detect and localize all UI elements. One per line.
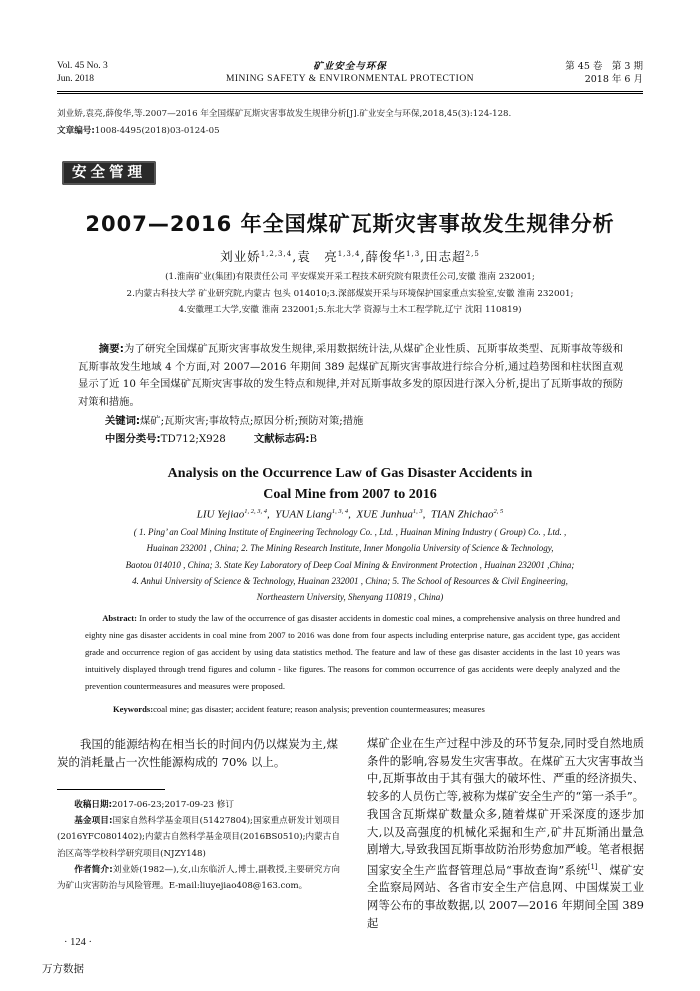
author-name-en: LIU Yejiao xyxy=(196,508,245,521)
author-affiliation: 2,5 xyxy=(465,249,480,258)
keywords-cn xyxy=(105,413,363,430)
keywords-en-text: coal mine; gas disaster; accident feature; reason analysis; prevention countermeasures; measures xyxy=(153,704,485,714)
body-text-right xyxy=(367,735,644,933)
footnote-received xyxy=(57,797,340,813)
keywords-cn-text: 煤矿;瓦斯灾害;事故特点;原因分析;预防对策;措施 xyxy=(140,415,364,427)
received-label: 收稿日期: xyxy=(74,800,112,810)
clc-label: 中图分类号: xyxy=(105,433,161,445)
author-affiliation: 1,3,4 xyxy=(337,249,361,258)
author-name-en: XUE Junhua xyxy=(356,508,413,521)
volume-issue-en: Vol. 45 No. 3 xyxy=(57,61,108,71)
footnote-rule xyxy=(57,789,165,790)
abstract-en-label: Abstract: xyxy=(102,613,138,623)
bio-label: 作者简介: xyxy=(74,864,113,875)
doc-code-value: B xyxy=(309,433,318,445)
abstract-cn-label: 摘要: xyxy=(98,343,124,355)
watermark-text: 万方数据 xyxy=(42,963,84,975)
abstract-cn xyxy=(78,341,623,411)
header-rule-thin xyxy=(57,93,643,94)
article-number xyxy=(57,123,647,140)
fund-value: 国家自然科学基金项目(51427804);国家重点研发计划项目(2016YFC0801402);内蒙古自然科学基金项目(2016BS0510);内蒙古自治区高等学校科学研究项目(NJZY148) xyxy=(57,816,341,859)
footnote-fund xyxy=(57,813,340,862)
body-text-left: 我国的能源结构在相当长的时间内仍以煤炭为主,煤炭的消耗量占一次性能源构成的 70% 以上。 xyxy=(57,737,338,769)
affiliation-en-line: 4. Anhui University of Science & Technology, Huainan 232001 , China; 5. The School of Resources & Civil Engineering, xyxy=(132,575,568,586)
abstract-cn-text: 为了研究全国煤矿瓦斯灾害事故发生规律,采用数据统计法,从煤矿企业性质、瓦斯事故类型、瓦斯事故等级和瓦斯事故发生地域 4 个方面,对 2007—2016 年期间 389 起煤矿瓦斯灾害事故进行综合分析,通过趋势图和柱状图直观显示了近 10 年全国煤矿瓦斯灾害事故的发生特点和规律,并对瓦斯事故多发的原因进行深入分析,提出了瓦斯事故的预防对策和措施。 xyxy=(78,343,623,408)
keywords-en xyxy=(113,704,485,714)
header-right xyxy=(565,60,643,86)
abstract-en-text: In order to study the law of the occurrence of gas disaster accidents in domestic coal mines, a comprehensive analysis on three hundred and eighty nine gas disaster accidents in coal mine from 2007 to 2016 was done from four aspects including enterprise nature, gas accident type, gas accident grade and occurrence region of gas accident by using data statistics method. The feature and law of these gas disaster accidents in the last 10 years was intuitively displayed through trend figures and column - like figures. The reasons for common occurrence of gas accidents were deeply analyzed and the prevention countermeasures and measures were proposed. xyxy=(85,613,620,691)
author-affiliation-en: 1, 3, 4 xyxy=(331,508,349,515)
affiliations-en xyxy=(70,524,630,605)
affiliation-en-line: Huainan 232001 , China; 2. The Mining Research Institute, Inner Mongolia University of Science & Technology, xyxy=(146,543,554,554)
paper-title-en xyxy=(0,463,700,505)
affiliations-cn xyxy=(60,269,640,319)
author-affiliation: 1,2,3,4 xyxy=(260,249,293,258)
author-name: 刘业娇 xyxy=(220,249,261,264)
clc-value: TD712;X928 xyxy=(160,433,226,445)
volume-issue-cn: 第 45 卷 第 3 期 xyxy=(565,61,643,72)
article-number-value: 1008-4495(2018)03-0124-05 xyxy=(94,126,220,136)
journal-title-en: MINING SAFETY & ENVIRONMENTAL PROTECTION xyxy=(225,74,475,84)
author-affiliation-en: 2, 5 xyxy=(493,508,504,515)
affiliation-line: 2.内蒙古科技大学 矿业研究院,内蒙古 包头 014010;3.深部煤炭开采与环境保护国家重点实验室,安徽 淮南 232001; xyxy=(126,288,574,299)
author-list-cn: 刘业娇$^{1,2,3,4}$,袁 亮$^{1,3,4}$,薛俊华$^{1,3}$,田志超$^{2,5}$ xyxy=(220,249,480,264)
author-affiliation-en: 1, 2, 3, 4 xyxy=(244,508,268,515)
title-en-line1: Analysis on the Occurrence Law of Gas Disaster Accidents in xyxy=(167,466,533,481)
page-number: · 124 · xyxy=(64,937,92,948)
title-en-line2: Coal Mine from 2007 to 2016 xyxy=(263,487,437,502)
footnote-bio xyxy=(57,862,340,894)
date-cn: 2018 年 6 月 xyxy=(584,74,643,85)
keywords-en-label: Keywords: xyxy=(113,704,154,714)
author-name: 薛俊华 xyxy=(365,249,407,264)
header-rule xyxy=(57,91,643,92)
citation-block xyxy=(57,106,647,140)
doc-code-label: 文献标志码: xyxy=(253,433,310,445)
journal-title-cn: 矿业安全与环保 xyxy=(313,61,387,72)
classification-line xyxy=(105,431,317,448)
fund-label: 基金项目: xyxy=(74,816,113,827)
body-right-text-cont: 、煤矿安全监察局网站、各省市安全生产信息网、中国煤炭工业网等公布的事故数据,以 2007—2016 年期间全国 389 起 xyxy=(367,863,644,930)
reference-marker[interactable]: [1] xyxy=(587,862,598,871)
author-affiliation-en: 1, 3 xyxy=(412,508,423,515)
affiliation-en-line: Northeastern University, Shenyang 110819 , China) xyxy=(256,592,444,603)
citation-reference: 刘业娇,袁亮,薛俊华,等.2007—2016 年全国煤矿瓦斯灾害事故发生规律分析[J].矿业安全与环保,2018,45(3):124-128. xyxy=(57,109,512,119)
date-en: Jun. 2018 xyxy=(57,74,94,84)
bio-value: 刘业娇(1982—),女,山东临沂人,博士,副教授,主要研究方向为矿山灾害防治与风险管理。E-mail:liuyejiao408@163.com。 xyxy=(57,864,340,892)
affiliation-en-line: ( 1. Ping’ an Coal Mining Institute of Engineering Technology Co. , Ltd. , Huainan Mining Industry ( Group) Co. , Ltd. , xyxy=(133,527,567,537)
author-name-en: YUAN Liang xyxy=(275,508,332,521)
keywords-cn-label: 关键词: xyxy=(105,415,141,427)
affiliation-line: 4.安徽理工大学,安徽 淮南 232001;5.东北大学 资源与土木工程学院,辽宁 沈阳 110819) xyxy=(178,305,522,315)
author-affiliation: 1,3 xyxy=(406,249,421,258)
section-tag: 安全管理 xyxy=(62,161,156,185)
body-right-text: 煤矿企业在生产过程中涉及的环节复杂,同时受自然地质条件的影响,容易发生灾害事故。在煤矿五大灾害事故当中,瓦斯事故由于其有强大的破坏性、严重的经济损失、较多的人员伤亡等,被称为煤矿安全生产的“第一杀手”。我国含瓦斯煤矿数量众多,随着煤矿开采深度的逐步加大,以及高强度的机械化采掘和生产,矿井瓦斯涌出量急剧增大,导致我国瓦斯事故防治形势愈加严峻。笔者根据国家安全生产监督管理总局“事故查询”系统 xyxy=(367,737,644,877)
received-value: 2017-06-23;2017-09-23 修订 xyxy=(112,800,234,810)
affiliation-line: (1.淮南矿业(集团)有限责任公司 平安煤炭开采工程技术研究院有限责任公司,安徽 淮南 232001; xyxy=(165,272,535,282)
author-list-en: LIU Yejiao$^{1, 2, 3, 4}$, YUAN Liang$^{1, 3, 4}$, XUE Junhua$^{1, 3}$, TIAN Zhichao$^{2, 5}$ xyxy=(196,508,504,521)
author-name: 田志超 xyxy=(425,249,466,264)
footnotes xyxy=(57,797,340,894)
abstract-en xyxy=(85,610,620,695)
author-name-en: TIAN Zhichao xyxy=(430,508,494,521)
author-name: 袁 亮 xyxy=(297,249,338,264)
paper-title-cn: 2007—2016 年全国煤矿瓦斯灾害事故发生规律分析 xyxy=(85,212,615,236)
affiliation-en-line: Baotou 014010 , China; 3. State Key Laboratory of Deep Coal Mining & Environment Protection , Huainan 232001 ,China; xyxy=(125,559,575,570)
article-number-label: 文章编号: xyxy=(57,126,95,136)
